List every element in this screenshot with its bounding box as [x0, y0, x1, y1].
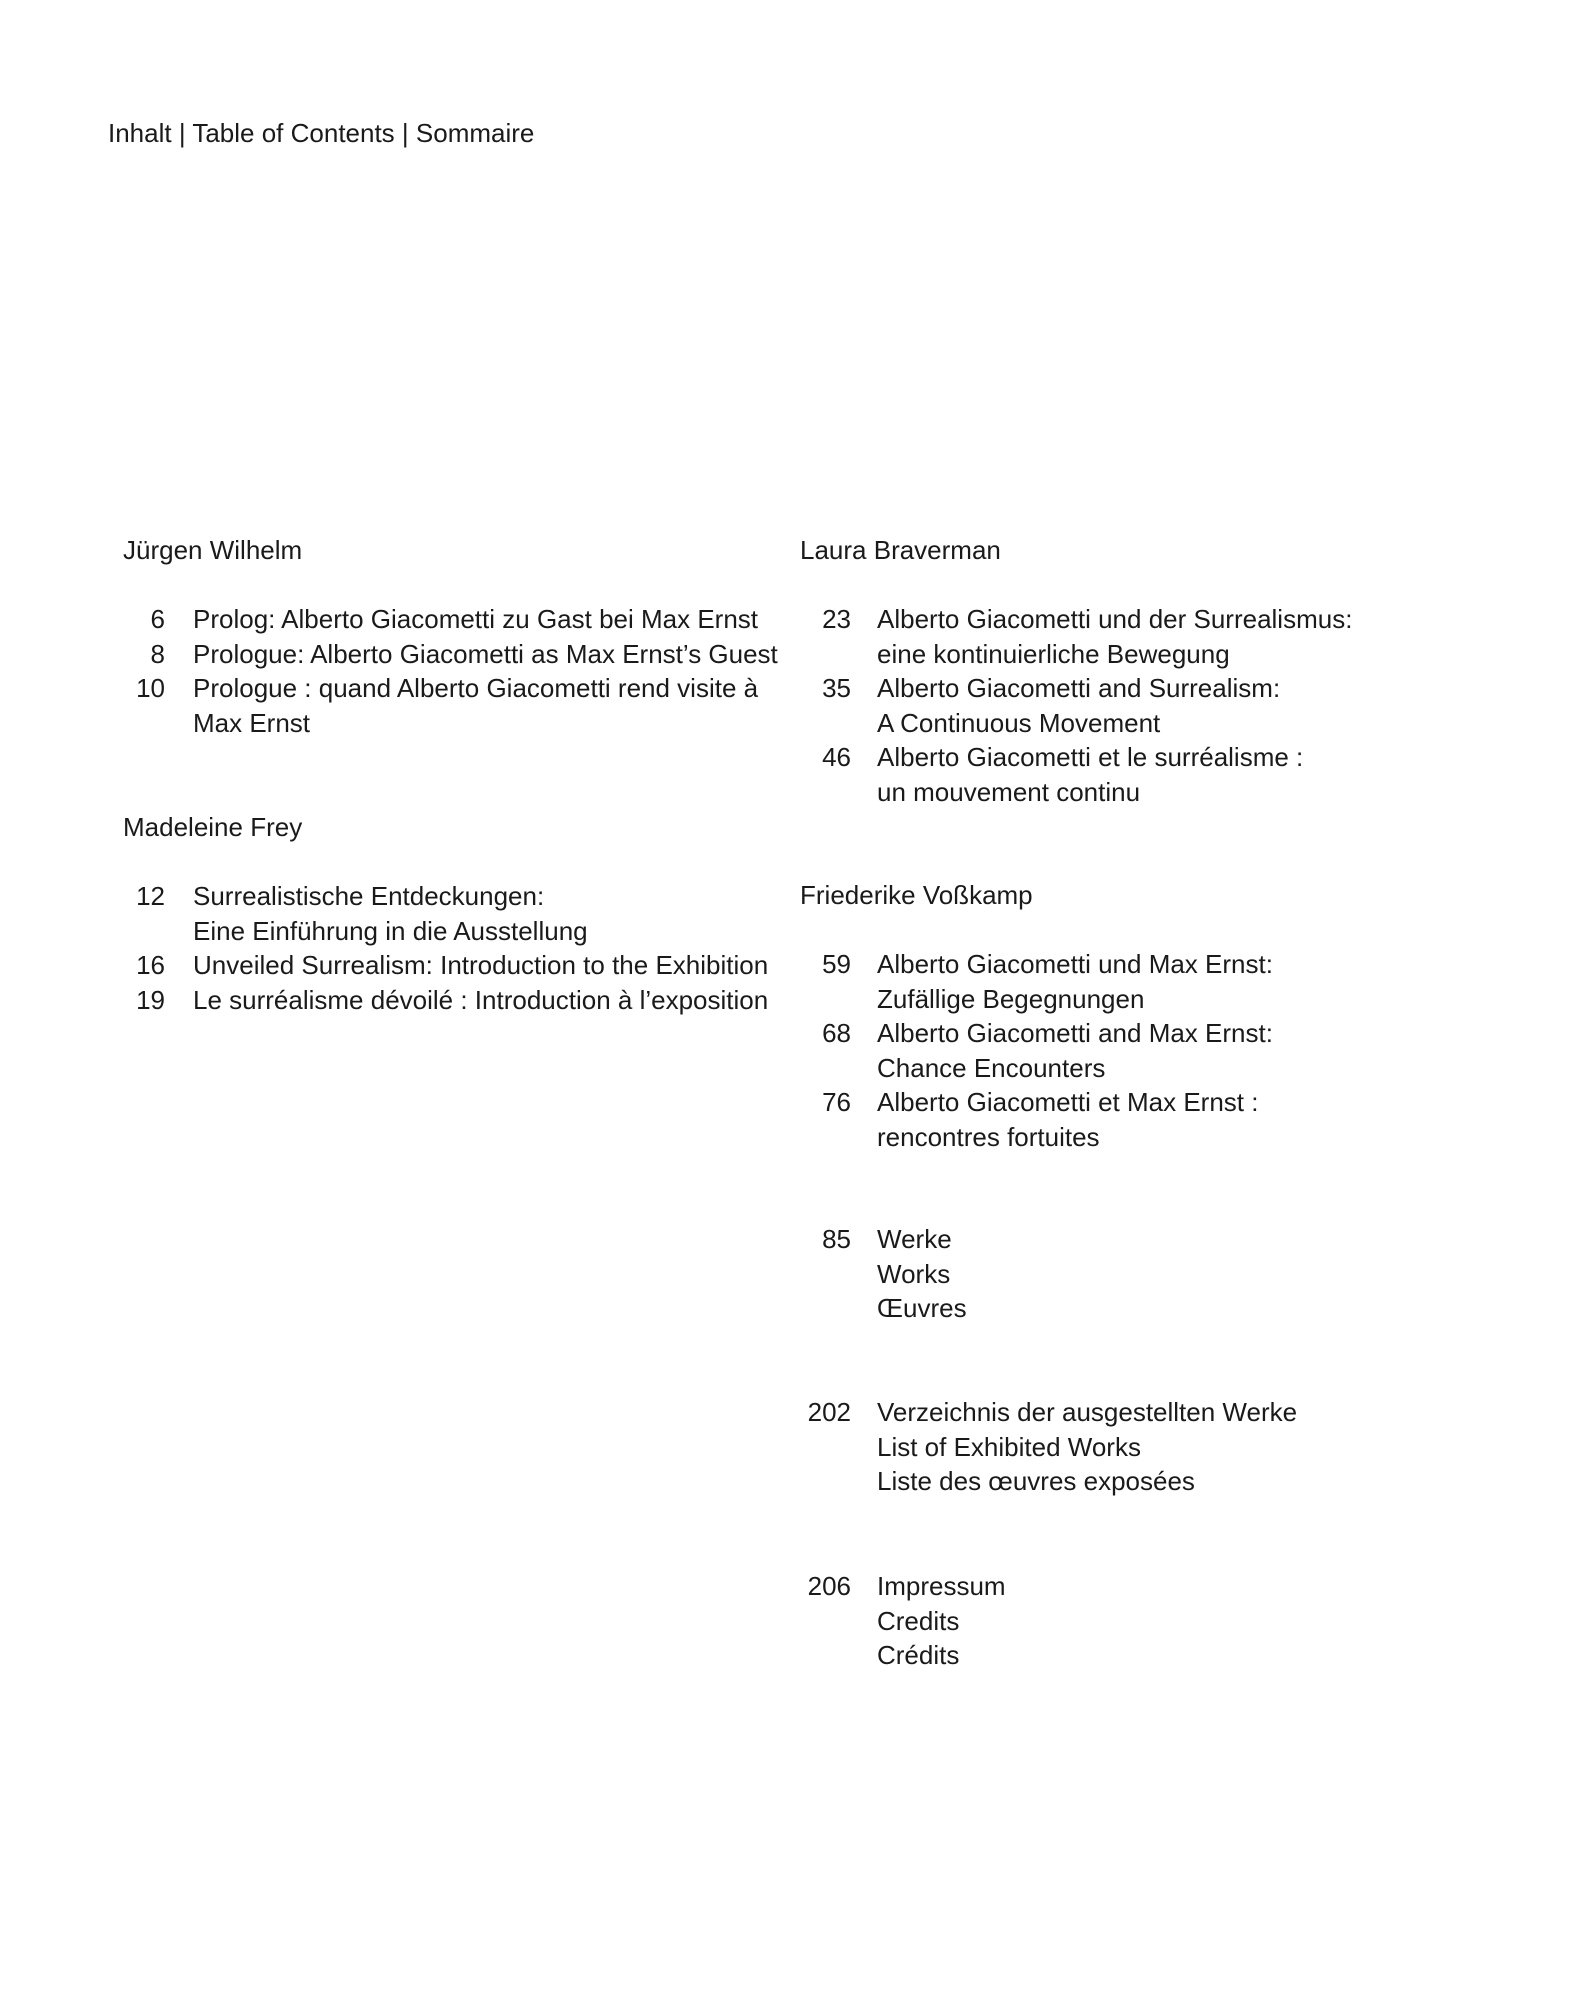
toc-entry[interactable] — [800, 1016, 1273, 1085]
toc-entry[interactable] — [123, 671, 778, 740]
entry-title: Unveiled Surrealism: Introduction to the Exhibition — [193, 950, 769, 980]
entry-title: Alberto Giacometti et Max Ernst : — [877, 1087, 1259, 1117]
toc-entry[interactable] — [800, 1395, 1297, 1499]
entry-title: Alberto Giacometti und Max Ernst: — [877, 949, 1273, 979]
toc-section-credits — [800, 1569, 1006, 1673]
section-author: Madeleine Frey — [123, 812, 303, 842]
entry-title: rencontres fortuites — [877, 1121, 1100, 1152]
toc-section-frey — [123, 810, 768, 1017]
toc-section-works — [800, 1222, 967, 1326]
entry-title: Liste des œuvres exposées — [877, 1466, 1195, 1496]
entry-title: Prologue: Alberto Giacometti as Max Ernst’s Guest — [193, 638, 778, 669]
page-number: 202 — [807, 1397, 851, 1427]
entry-title: Crédits — [877, 1640, 960, 1670]
page-number: 206 — [807, 1571, 851, 1601]
entry-title: un mouvement continu — [877, 776, 1141, 807]
page-number: 6 — [150, 604, 165, 634]
section-author: Friederike Voßkamp — [800, 880, 1033, 910]
entry-title: Max Ernst — [193, 707, 311, 738]
toc-entry[interactable] — [800, 1222, 967, 1326]
toc-entry[interactable] — [123, 948, 768, 983]
page-number: 46 — [822, 742, 851, 772]
entry-title: Alberto Giacometti et le surréalisme : — [877, 742, 1304, 772]
page-number: 19 — [136, 984, 165, 1015]
page-number: 8 — [150, 638, 165, 669]
page-number: 23 — [822, 604, 851, 634]
page-number: 12 — [136, 881, 165, 911]
toc-entry[interactable] — [123, 983, 768, 1018]
page-number: 10 — [136, 673, 165, 703]
toc-section-exhibited-works — [800, 1395, 1297, 1499]
entry-title: eine kontinuierliche Bewegung — [877, 638, 1230, 669]
toc-entry[interactable] — [123, 637, 778, 672]
entry-title: Alberto Giacometti and Surrealism: — [877, 673, 1281, 703]
entry-title: List of Exhibited Works — [877, 1431, 1141, 1462]
page-number: 68 — [822, 1018, 851, 1048]
entry-title: Zufällige Begegnungen — [877, 983, 1145, 1014]
entry-title: Impressum — [877, 1571, 1006, 1601]
entry-title: Credits — [877, 1605, 960, 1636]
entry-title: Alberto Giacometti und der Surrealismus: — [877, 604, 1353, 634]
section-author: Jürgen Wilhelm — [123, 535, 303, 565]
page-number: 59 — [822, 949, 851, 979]
page-number: 16 — [136, 950, 165, 980]
toc-entry[interactable] — [800, 1569, 1006, 1673]
toc-entry[interactable] — [800, 1085, 1273, 1154]
toc-entry[interactable] — [800, 671, 1352, 740]
entry-title: A Continuous Movement — [877, 707, 1161, 738]
entry-title: Werke — [877, 1224, 952, 1254]
entry-title: Œuvres — [877, 1293, 967, 1323]
entry-title: Verzeichnis der ausgestellten Werke — [877, 1397, 1298, 1427]
toc-entry[interactable] — [800, 947, 1273, 1016]
toc-section-vosskamp — [800, 878, 1273, 1154]
toc-entry[interactable] — [123, 879, 768, 948]
entry-title: Chance Encounters — [877, 1052, 1106, 1083]
entry-title: Prologue : quand Alberto Giacometti rend visite à — [193, 673, 759, 703]
toc-entry[interactable] — [800, 602, 1352, 671]
entry-title: Works — [877, 1258, 951, 1289]
entry-title: Surrealistische Entdeckungen: — [193, 881, 545, 911]
toc-section-braverman — [800, 533, 1352, 809]
toc-section-wilhelm — [123, 533, 778, 740]
toc-entry[interactable] — [123, 602, 778, 637]
page-title: Inhalt | Table of Contents | Sommaire — [108, 118, 535, 148]
section-author: Laura Braverman — [800, 535, 1001, 565]
page-number: 35 — [822, 673, 851, 703]
entry-title: Le surréalisme dévoilé : Introduction à l’exposition — [193, 984, 769, 1015]
entry-title: Eine Einführung in die Ausstellung — [193, 915, 588, 946]
page-number: 76 — [822, 1087, 851, 1117]
entry-title: Alberto Giacometti and Max Ernst: — [877, 1018, 1273, 1048]
page-number: 85 — [822, 1224, 851, 1254]
toc-entry[interactable] — [800, 740, 1352, 809]
entry-title: Prolog: Alberto Giacometti zu Gast bei Max Ernst — [193, 604, 759, 634]
